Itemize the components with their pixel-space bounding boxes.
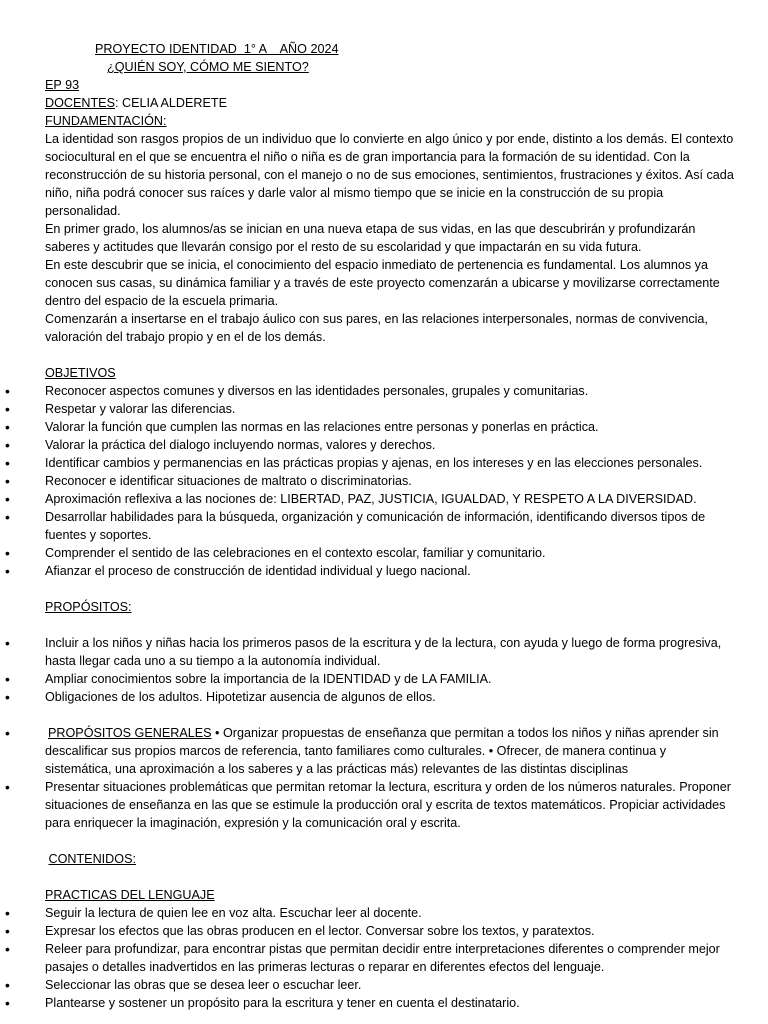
list-item: • Seleccionar las obras que se desea leer o escuchar leer. (45, 976, 735, 994)
objetivos-heading: OBJETIVOS (45, 366, 116, 380)
docentes-value: : CELIA ALDERETE (114, 96, 227, 110)
contenidos-list (45, 904, 735, 1012)
list-item: • Respetar y valorar las diferencias. (45, 400, 735, 418)
fundamentacion-paragraph: La identidad son rasgos propios de un individuo que lo convierte en algo único y por ende, distinto a los demás. El contexto sociocultural en el que se encuentra el niño o niña es de gran importancia para la formación de su identidad. Con la reconstrucción de su historia personal, con el manejo o no de sus emociones, sentimientos, frustraciones y éxitos. Así cada niño, niña podrá conocer sus raíces y darle valor al mismo tiempo que se inicie en la construcción de su propia personalidad. (45, 132, 734, 218)
project-title (45, 40, 735, 58)
list-item: • Releer para profundizar, para encontrar pistas que permitan decidir entre interpretaciones diferentes o comprender mejor pasajes o detalles inadvertidos en las primeras lecturas o reparar en diferentes efectos del lenguaje. (45, 940, 735, 976)
list-item (45, 724, 735, 778)
practicas-lenguaje-heading: PRACTICAS DEL LENGUAJE (45, 888, 215, 902)
list-item: • Seguir la lectura de quien lee en voz alta. Escuchar leer al docente. (45, 904, 735, 922)
list-item: • Plantearse y sostener un propósito para la escritura y tener en cuenta el destinatario. (45, 994, 735, 1012)
project-title-text: PROYECTO IDENTIDAD 1° A AÑO 2024 (95, 42, 339, 56)
contenidos-heading: CONTENIDOS: (48, 852, 136, 866)
fundamentacion-paragraph: Comenzarán a insertarse en el trabajo áulico con sus pares, en las relaciones interpersonales, normas de convivencia, valoración del trabajo propio y en el de los demás. (45, 312, 708, 344)
propositos-heading: PROPÓSITOS: (45, 600, 132, 614)
document-page (45, 40, 735, 1012)
list-item: • Reconocer aspectos comunes y diversos en las identidades personales, grupales y comunitarias. (45, 382, 735, 400)
list-item: • Reconocer e identificar situaciones de maltrato o discriminatorias. (45, 472, 735, 490)
list-item: • Identificar cambios y permanencias en las prácticas propias y ajenas, en los intereses y en las elecciones personales. (45, 454, 735, 472)
list-item: • Desarrollar habilidades para la búsqueda, organización y comunicación de información, identificando diversos tipos de fuentes y soportes. (45, 508, 735, 544)
list-item: • Comprender el sentido de las celebraciones en el contexto escolar, familiar y comunitario. (45, 544, 735, 562)
fundamentacion-heading: FUNDAMENTACIÓN: (45, 114, 167, 128)
list-item: • Afianzar el proceso de construcción de identidad individual y luego nacional. (45, 562, 735, 580)
list-item: • Valorar la práctica del dialogo incluyendo normas, valores y derechos. (45, 436, 735, 454)
fundamentacion-paragraph: En este descubrir que se inicia, el conocimiento del espacio inmediato de pertenencia es fundamental. Los alumnos ya conocen sus casas, su dinámica familiar y a través de este proyecto comenzarán a ubicarse y movilizarse correctamente dentro del espacio de la escuela primaria. (45, 258, 720, 308)
docentes-label: DOCENTES (45, 96, 115, 110)
school-code: EP 93 (45, 78, 80, 92)
fundamentacion-paragraph: En primer grado, los alumnos/as se inician en una nueva etapa de sus vidas, en las que descubrirán y profundizarán saberes y actitudes que llevarán consigo por el resto de su escolaridad y que impactarán en su vida futura. (45, 222, 696, 254)
contenidos-heading-line (45, 850, 735, 868)
propositos-generales-list (45, 724, 735, 832)
list-item: • Valorar la función que cumplen las normas en las relaciones entre personas y ponerlas en práctica. (45, 418, 735, 436)
project-subtitle-text: ¿QUIÉN SOY, CÓMO ME SIENTO? (107, 60, 309, 74)
list-item: • Obligaciones de los adultos. Hipotetizar ausencia de algunos de ellos. (45, 688, 735, 706)
propositos-generales-text: • Organizar propuestas de enseñanza que permitan a todos los niños y niñas aprender sin descalificar sus propios marcos de referencia, tanto familiares como culturales. • Ofrecer, de manera continua y sistemática, una aproximación a los saberes y a las prácticas más) relevantes de las distintas disciplinas (45, 726, 719, 776)
list-item: • Incluir a los niños y niñas hacia los primeros pasos de la escritura y de la lectura, con ayuda y luego de forma progresiva, hasta llegar cada uno a su tiempo a la autonomía individual. (45, 634, 735, 670)
list-item: • Ampliar conocimientos sobre la importancia de la IDENTIDAD y de LA FAMILIA. (45, 670, 735, 688)
list-item: • Expresar los efectos que las obras producen en el lector. Conversar sobre los textos, y paratextos. (45, 922, 735, 940)
list-item: • Aproximación reflexiva a las nociones de: LIBERTAD, PAZ, JUSTICIA, IGUALDAD, Y RESPETO A LA DIVERSIDAD. (45, 490, 735, 508)
propositos-list (45, 634, 735, 706)
list-item: • Presentar situaciones problemáticas que permitan retomar la lectura, escritura y orden de los números naturales. Proponer situaciones de enseñanza en las que se estimule la producción oral y escrita de textos matemáticos. Propiciar actividades para enriquecer la imaginación, expresión y la comunicación oral y escrita. (45, 778, 735, 832)
project-subtitle (45, 58, 735, 76)
objetivos-list (45, 382, 735, 580)
docentes-line (45, 94, 735, 112)
propositos-generales-heading: PROPÓSITOS GENERALES (48, 726, 212, 740)
